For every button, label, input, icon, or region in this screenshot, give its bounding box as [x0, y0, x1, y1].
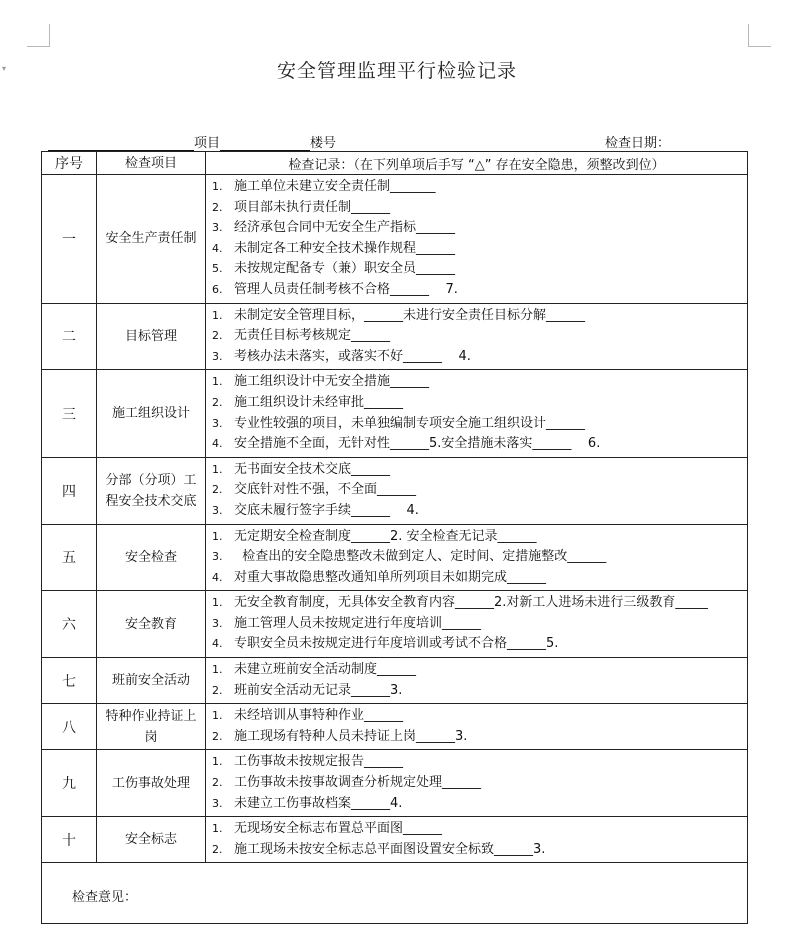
check-item-number: 2. [212, 395, 223, 409]
section-item-name: 施工组织设计 [97, 370, 206, 457]
section-item-name: 安全教育 [97, 591, 206, 658]
section-item-name: 安全生产责任制 [97, 175, 206, 304]
check-item[interactable] [212, 177, 747, 198]
check-item-number: 3. [212, 221, 223, 235]
section-number: 四 [42, 457, 97, 524]
check-item-text: 未建立班前安全活动制度______ [234, 662, 417, 678]
section-item-name: 安全检查 [97, 524, 206, 591]
check-list [212, 704, 747, 749]
table-row [42, 817, 748, 863]
check-item[interactable] [212, 239, 747, 260]
check-item[interactable] [212, 198, 747, 219]
check-item-text: 无定期安全检查制度______2. 安全检查无记录______ [234, 528, 537, 544]
check-item-text: 无书面安全技术交底______ [234, 461, 391, 477]
check-list [212, 750, 747, 816]
check-item-number: 3. [212, 550, 223, 564]
check-list [212, 525, 747, 591]
check-item[interactable] [212, 259, 747, 280]
check-item[interactable] [212, 372, 747, 393]
check-list [212, 817, 747, 862]
table-row [42, 524, 748, 591]
check-item-text: 施工现场未按安全标志总平面图设置安全标致______3. [234, 841, 546, 857]
section-record-cell [206, 750, 748, 817]
table-row [42, 750, 748, 817]
check-item-text: 施工管理人员未按规定进行年度培训______ [234, 615, 482, 631]
check-item[interactable] [212, 660, 747, 681]
section-number: 二 [42, 303, 97, 370]
check-item-text: 未制定安全管理目标，______未进行安全责任目标分解______ [234, 307, 586, 323]
check-item-number: 1. [212, 709, 223, 723]
check-item-number: 3. [212, 349, 223, 363]
check-item-text: 未按规定配备专（兼）职安全员______ [234, 261, 456, 277]
check-item[interactable] [212, 614, 747, 635]
check-item-number: 1. [212, 596, 223, 610]
remarks-row [42, 863, 748, 924]
table-row [42, 591, 748, 658]
inspection-table [41, 151, 748, 924]
section-record-cell [206, 524, 748, 591]
check-item[interactable] [212, 326, 747, 347]
check-item[interactable] [212, 568, 747, 589]
check-item-text: 经济承包合同中无安全生产指标______ [234, 220, 456, 236]
section-record-cell [206, 817, 748, 863]
check-item-text: 考核办法未落实，或落实不好______ 4. [234, 348, 471, 364]
check-item-number: 2. [212, 483, 223, 497]
check-item[interactable] [212, 218, 747, 239]
check-item-text: 工伤事故未按事故调查分析规定处理______ [234, 775, 482, 791]
check-item-number: 3. [212, 416, 223, 430]
header-no: 序号 [42, 152, 97, 175]
check-item-text: 无安全教育制度，无具体安全教育内容______2.对新工人进场未进行三级教育_____ [234, 595, 708, 611]
check-item[interactable] [212, 773, 747, 794]
check-item-number: 1. [212, 375, 223, 389]
section-number: 七 [42, 658, 97, 704]
check-item[interactable] [212, 393, 747, 414]
section-item-name: 工伤事故处理 [97, 750, 206, 817]
check-item-text: 交底针对性不强，不全面______ [234, 482, 417, 498]
section-item-name: 分部（分项）工程安全技术交底 [97, 457, 206, 524]
section-number: 八 [42, 704, 97, 750]
check-item-text: 施工现场有特种人员未持证上岗______3. [234, 728, 468, 744]
section-record-cell [206, 704, 748, 750]
check-item-number: 1. [212, 529, 223, 543]
check-item-text: 班前安全活动无记录______3. [234, 682, 403, 698]
check-item[interactable] [212, 706, 747, 727]
record-header-line [48, 132, 748, 150]
table-row [42, 658, 748, 704]
check-list [212, 304, 747, 370]
check-item-number: 2. [212, 683, 223, 697]
check-item-text: 施工组织设计中无安全措施______ [234, 374, 430, 390]
check-item-text: 无现场安全标志布置总平面图______ [234, 821, 443, 837]
table-row [42, 303, 748, 370]
check-item[interactable] [212, 681, 747, 702]
check-item[interactable] [212, 460, 747, 481]
check-item-text: 无责任目标考核规定______ [234, 328, 391, 344]
check-item-number: 4. [212, 637, 223, 651]
check-item-number: 5. [212, 262, 223, 276]
table-row [42, 704, 748, 750]
check-item[interactable] [212, 752, 747, 773]
check-item[interactable] [212, 501, 747, 522]
section-record-cell [206, 175, 748, 304]
section-number: 六 [42, 591, 97, 658]
section-record-cell [206, 591, 748, 658]
check-item-number: 1. [212, 180, 223, 193]
page-corner-mark-right [748, 24, 771, 47]
check-list [212, 370, 747, 456]
check-item[interactable] [212, 280, 747, 301]
check-item[interactable] [212, 527, 747, 548]
section-record-cell [206, 370, 748, 457]
check-item-number: 2. [212, 729, 223, 743]
check-list [212, 591, 747, 657]
header-record: 检查记录：（在下列单项后手写 “△” 存在安全隐患，须整改到位） [206, 152, 748, 175]
table-row [42, 370, 748, 457]
check-item[interactable] [212, 794, 747, 815]
section-item-name: 特种作业持证上岗 [97, 704, 206, 750]
page-corner-mark-left [27, 24, 50, 47]
table-header-row [42, 152, 748, 175]
sections-body [42, 175, 748, 863]
check-item[interactable] [212, 434, 747, 455]
check-item[interactable] [212, 634, 747, 655]
check-item-number: 1. [212, 755, 223, 769]
check-item-number: 1. [212, 663, 223, 677]
check-item[interactable] [212, 840, 747, 861]
check-item-text: 检查出的安全隐患整改未做到定人、定时间、定措施整改______ [234, 549, 607, 565]
check-item-text: 安全措施不全面，无针对性______5.安全措施未落实______ 6. [234, 436, 601, 452]
project-blank[interactable] [48, 135, 194, 151]
check-item-number: 3. [212, 796, 223, 810]
section-record-cell [206, 457, 748, 524]
check-item-text: 未经培训从事特种作业______ [234, 708, 404, 724]
check-item-number: 2. [212, 329, 223, 343]
check-list [212, 175, 747, 303]
inspection-date-label: 检查日期： [604, 136, 670, 151]
check-item-number: 2. [212, 842, 223, 856]
check-item-text: 专职安全员未按规定进行年度培训或考试不合格______5. [234, 636, 559, 652]
check-item-text: 交底未履行签字手续______ 4. [234, 502, 419, 518]
check-item-number: 6. [212, 282, 223, 296]
check-list [212, 458, 747, 524]
header-item: 检查项目 [97, 152, 206, 175]
section-record-cell [206, 658, 748, 704]
remarks-label: 检查意见： [72, 889, 138, 905]
check-item-text: 未建立工伤事故档案______4. [234, 795, 403, 811]
check-item-number: 4. [212, 241, 223, 255]
check-item-number: 4. [212, 437, 223, 451]
check-item[interactable] [212, 727, 747, 748]
check-item-number: 1. [212, 308, 223, 322]
check-item-text: 施工单位未建立安全责任制_______ [234, 179, 436, 194]
table-row [42, 175, 748, 304]
section-number: 三 [42, 370, 97, 457]
section-item-name: 目标管理 [97, 303, 206, 370]
check-item[interactable] [212, 414, 747, 435]
section-record-cell [206, 303, 748, 370]
section-item-name: 班前安全活动 [97, 658, 206, 704]
check-item-number: 3. [212, 616, 223, 630]
section-number: 五 [42, 524, 97, 591]
check-item-text: 未制定各工种安全技术操作规程______ [234, 240, 456, 256]
check-item-number: 1. [212, 462, 223, 476]
check-item-number: 1. [212, 822, 223, 836]
check-item-number: 3. [212, 503, 223, 517]
check-item-number: 2. [212, 776, 223, 790]
check-item[interactable] [212, 306, 747, 327]
collapse-arrow-icon[interactable]: ▾ [2, 64, 7, 73]
document-title: 安全管理监理平行检验记录 [276, 60, 517, 82]
check-item[interactable] [212, 347, 747, 368]
check-item-text: 专业性较强的项目，未单独编制专项安全施工组织设计______ [234, 415, 586, 431]
section-number: 一 [42, 175, 97, 304]
check-item-text: 对重大事故隐患整改通知单所列项目未如期完成______ [234, 569, 547, 585]
check-item[interactable] [212, 480, 747, 501]
check-item-text: 管理人员责任制考核不合格______ 7. [234, 281, 458, 297]
check-item-text: 项目部未执行责任制______ [234, 199, 391, 215]
check-item[interactable] [212, 547, 747, 568]
check-item-number: 2. [212, 200, 223, 214]
remarks-cell[interactable] [42, 863, 748, 924]
building-label: 楼号 [310, 136, 337, 151]
check-item-number: 4. [212, 570, 223, 584]
section-number: 十 [42, 817, 97, 863]
table-row [42, 457, 748, 524]
check-item-text: 施工组织设计未经审批______ [234, 394, 404, 410]
section-item-name: 安全标志 [97, 817, 206, 863]
project-label: 项目 [194, 136, 221, 151]
check-item-text: 工伤事故未按规定报告______ [234, 754, 404, 770]
check-list [212, 658, 747, 703]
check-item[interactable] [212, 593, 747, 614]
check-item[interactable] [212, 819, 747, 840]
building-blank[interactable] [220, 135, 310, 151]
section-number: 九 [42, 750, 97, 817]
